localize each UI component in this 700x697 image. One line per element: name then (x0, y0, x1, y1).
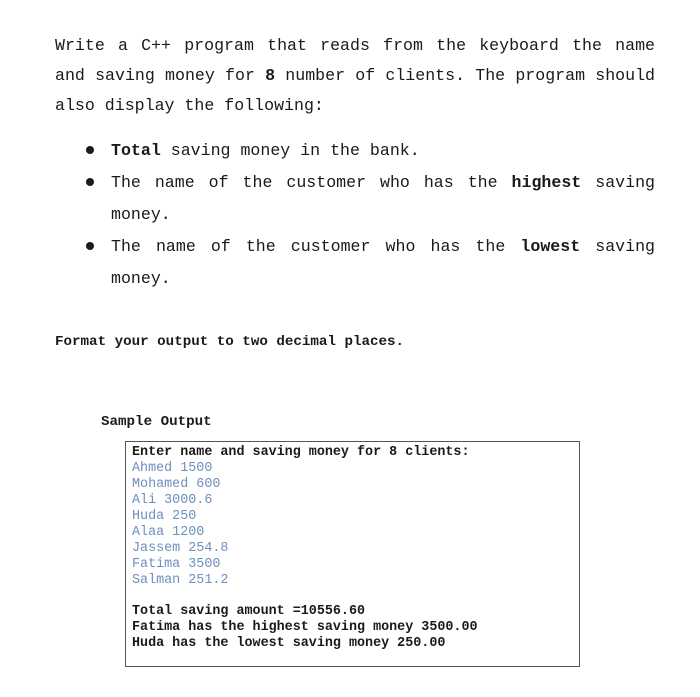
intro-text-part1: Write a C++ program that reads from the keyboard the name and saving money for (55, 36, 655, 85)
console-input-line: Fatima 3500 (132, 557, 221, 572)
format-note: Format your output to two decimal places. (55, 334, 405, 350)
requirement-text-after: saving money. (111, 237, 655, 288)
bullet-dot-icon (86, 178, 94, 186)
requirement-text-before: The name of the customer who has the (111, 237, 521, 256)
console-blank-line (132, 589, 573, 604)
requirement-total (84, 135, 655, 167)
requirements-list (84, 135, 655, 295)
console-input-line: Jassem 254.8 (132, 541, 229, 556)
console-input-line: Mohamed 600 (132, 477, 221, 492)
console-result-lowest: Huda has the lowest saving money 250.00 (132, 636, 446, 651)
sample-output-console (125, 441, 580, 667)
console-result-highest: Fatima has the highest saving money 3500.00 (132, 620, 478, 635)
console-prompt: Enter name and saving money for 8 clients: (132, 445, 470, 460)
console-result-total: Total saving amount =10556.60 (132, 604, 366, 619)
requirement-text-after: saving money in the bank. (160, 141, 420, 160)
requirement-text-before: The name of the customer who has the (111, 173, 512, 192)
client-count: 8 (265, 66, 276, 85)
console-input-line: Alaa 1200 (132, 525, 205, 540)
console-input-line: Ali 3000.6 (132, 493, 213, 508)
problem-statement (55, 31, 655, 121)
requirement-keyword: Total (111, 141, 161, 160)
console-input-line: Ahmed 1500 (132, 461, 213, 476)
bullet-dot-icon (86, 242, 94, 250)
console-input-line: Salman 251.2 (132, 573, 229, 588)
requirement-lowest (84, 231, 655, 295)
requirement-text-after: saving money. (111, 173, 655, 224)
requirement-highest (84, 167, 655, 231)
requirement-keyword: lowest (520, 237, 581, 256)
console-input-line: Huda 250 (132, 509, 197, 524)
sample-output-heading: Sample Output (101, 414, 212, 430)
requirement-keyword: highest (511, 173, 582, 192)
bullet-dot-icon (86, 146, 94, 154)
intro-text-part2: number of clients. The program should also display the following: (55, 66, 655, 115)
